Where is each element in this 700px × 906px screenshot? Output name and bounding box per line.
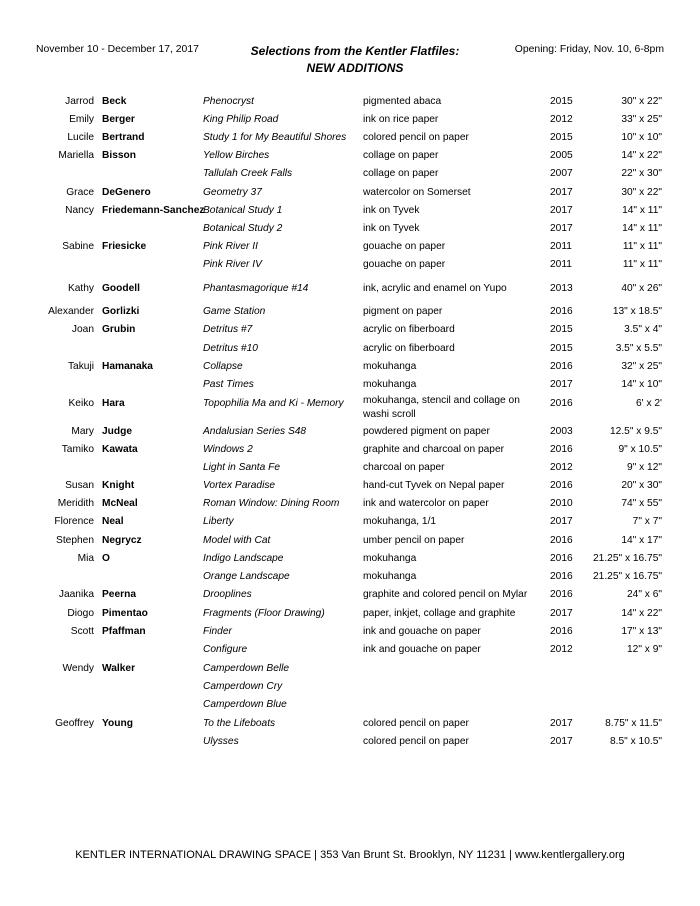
artwork-size: 11" x 11": [622, 259, 662, 270]
artwork-size: 8.75" x 11.5": [605, 718, 662, 729]
artwork-title: Pink River II: [203, 241, 258, 252]
artwork-year: 2016: [550, 398, 573, 409]
artist-first-name: Geoffrey: [55, 718, 94, 729]
artwork-size: 10" x 10": [621, 132, 662, 143]
artwork-medium: colored pencil on paper: [363, 132, 469, 143]
artwork-title: Light in Santa Fe: [203, 462, 281, 473]
artist-last-name: Goodell: [102, 283, 140, 294]
artist-last-name: Young: [102, 718, 133, 729]
title-line-1: Selections from the Kentler Flatfiles:: [250, 44, 460, 58]
artwork-medium: ink and watercolor on paper: [363, 498, 489, 509]
artist-first-name: Joan: [71, 324, 94, 335]
artwork-medium: colored pencil on paper: [363, 718, 469, 729]
artwork-medium: graphite and colored pencil on Mylar: [363, 589, 528, 600]
artwork-medium: gouache on paper: [363, 259, 446, 270]
artist-last-name: Berger: [102, 114, 135, 125]
artwork-medium: powdered pigment on paper: [363, 426, 490, 437]
artist-first-name: Tamiko: [61, 444, 94, 455]
artwork-medium: mokuhanga, 1/1: [363, 516, 437, 527]
artwork-medium: acrylic on fiberboard: [363, 324, 455, 335]
artist-first-name: Meridith: [57, 498, 94, 509]
artwork-title: Study 1 for My Beautiful Shores: [203, 132, 347, 143]
artwork-title: Configure: [203, 644, 248, 655]
artwork-size: 14" x 10": [621, 379, 662, 390]
artist-last-name: Peerna: [102, 589, 136, 600]
artwork-size: 14" x 17": [621, 535, 662, 546]
artwork-medium: charcoal on paper: [363, 462, 445, 473]
artwork-year: 2011: [550, 241, 572, 252]
artwork-year: 2016: [550, 306, 573, 317]
artwork-year: 2016: [550, 571, 573, 582]
artist-first-name: Takuji: [67, 361, 94, 372]
artist-first-name: Sabine: [62, 241, 94, 252]
artwork-size: 24" x 6": [627, 589, 662, 600]
artwork-size: 21.25" x 16.75": [593, 553, 662, 564]
artist-first-name: Lucile: [67, 132, 94, 143]
artwork-title: Detritus #7: [203, 324, 253, 335]
artwork-year: 2005: [550, 150, 573, 161]
artist-first-name: Jaanika: [58, 589, 94, 600]
artwork-medium: hand-cut Tyvek on Nepal paper: [363, 480, 505, 491]
artwork-size: 14" x 22": [621, 150, 662, 161]
artwork-medium: ink on Tyvek: [363, 223, 420, 234]
artist-first-name: Florence: [54, 516, 94, 527]
artwork-size: 11" x 11": [622, 241, 662, 252]
artwork-year: 2016: [550, 535, 573, 546]
artwork-size: 7" x 7": [632, 516, 662, 527]
artwork-medium: pigment on paper: [363, 306, 443, 317]
artwork-size: 32" x 25": [621, 361, 662, 372]
artwork-size: 30" x 22": [621, 96, 662, 107]
artwork-year: 2015: [550, 132, 573, 143]
artist-last-name: Hara: [102, 398, 125, 409]
artwork-size: 9" x 12": [627, 462, 662, 473]
artwork-size: 17" x 13": [621, 626, 662, 637]
artwork-year: 2016: [550, 589, 573, 600]
artwork-title: Roman Window: Dining Room: [203, 498, 340, 509]
artwork-title: Yellow Birches: [203, 150, 270, 161]
artist-first-name: Diogo: [67, 608, 94, 619]
artwork-medium: mokuhanga: [363, 379, 417, 390]
artwork-medium: collage on paper: [363, 150, 439, 161]
artwork-year: 2015: [550, 343, 573, 354]
artwork-year: 2017: [550, 187, 573, 198]
opening-info: Opening: Friday, Nov. 10, 6-8pm: [514, 44, 664, 55]
artwork-medium: ink on rice paper: [363, 114, 439, 125]
artwork-medium: collage on paper: [363, 168, 439, 179]
artwork-size: 30" x 22": [621, 187, 662, 198]
artwork-year: 2017: [550, 718, 573, 729]
artist-first-name: Jarrod: [65, 96, 94, 107]
artwork-size: 33" x 25": [621, 114, 662, 125]
artwork-year: 2015: [550, 324, 573, 335]
artwork-title: Finder: [203, 626, 232, 637]
artwork-year: 2016: [550, 553, 573, 564]
artwork-title: Phenocryst: [203, 96, 254, 107]
artist-last-name: Negrycz: [102, 535, 142, 546]
artwork-year: 2017: [550, 516, 573, 527]
artwork-title: Botanical Study 1: [203, 205, 283, 216]
artist-first-name: Emily: [69, 114, 94, 125]
artist-first-name: Stephen: [56, 535, 94, 546]
artwork-year: 2016: [550, 480, 573, 491]
artwork-title: Phantasmagorique #14: [203, 283, 309, 294]
artist-last-name: Bisson: [102, 150, 136, 161]
artist-last-name: Beck: [102, 96, 127, 107]
artwork-medium: watercolor on Somerset: [363, 187, 471, 198]
artist-first-name: Mia: [77, 553, 94, 564]
artist-last-name: Pimentao: [102, 608, 148, 619]
artwork-title: Drooplines: [203, 589, 252, 600]
artist-last-name: Walker: [102, 663, 136, 674]
artwork-medium: mokuhanga: [363, 553, 417, 564]
artwork-title: Fragments (Floor Drawing): [203, 608, 325, 619]
artwork-year: 2016: [550, 361, 573, 372]
artist-last-name: Pfaffman: [102, 626, 146, 637]
artwork-title: King Philip Road: [203, 114, 279, 125]
artist-last-name: Friesicke: [102, 241, 147, 252]
artwork-title: Camperdown Blue: [203, 699, 287, 710]
artwork-year: 2013: [550, 283, 573, 294]
artwork-year: 2015: [550, 96, 573, 107]
artist-last-name: Friedemann-Sanchez: [102, 205, 205, 216]
artwork-title: Pink River IV: [203, 259, 262, 270]
artwork-year: 2016: [550, 626, 573, 637]
artwork-title: Model with Cat: [203, 535, 271, 546]
artwork-medium: acrylic on fiberboard: [363, 343, 455, 354]
artwork-title: Andalusian Series S48: [203, 426, 307, 437]
artwork-title: Topophilia Ma and Ki - Memory: [203, 398, 344, 409]
artist-first-name: Alexander: [48, 306, 94, 317]
artwork-size: 74" x 55": [621, 498, 662, 509]
artwork-medium: colored pencil on paper: [363, 736, 469, 747]
artist-last-name: Knight: [102, 480, 135, 491]
artwork-year: 2010: [550, 498, 573, 509]
artwork-title: Botanical Study 2: [203, 223, 283, 234]
artwork-title: Game Station: [203, 306, 266, 317]
artist-last-name: DeGenero: [102, 187, 151, 198]
artwork-size: 21.25" x 16.75": [593, 571, 662, 582]
artwork-size: 14" x 11": [622, 223, 662, 234]
artist-first-name: Grace: [66, 187, 94, 198]
artwork-year: 2017: [550, 736, 573, 747]
artwork-title: Orange Landscape: [203, 571, 290, 582]
artist-last-name: Gorlizki: [102, 306, 140, 317]
artwork-size: 14" x 11": [622, 205, 662, 216]
artwork-medium: ink on Tyvek: [363, 205, 420, 216]
artwork-title: To the Lifeboats: [203, 718, 276, 729]
artist-first-name: Mary: [71, 426, 94, 437]
artwork-year: 2017: [550, 205, 573, 216]
artwork-medium: umber pencil on paper: [363, 535, 465, 546]
artwork-size: 12" x 9": [627, 644, 662, 655]
artwork-size: 40" x 26": [621, 283, 662, 294]
artwork-medium: ink, acrylic and enamel on Yupo: [363, 283, 507, 294]
artist-first-name: Keiko: [68, 398, 94, 409]
artwork-size: 6' x 2': [636, 398, 662, 409]
artist-first-name: Nancy: [65, 205, 94, 216]
artist-last-name: O: [102, 553, 110, 564]
artwork-medium: pigmented abaca: [363, 96, 442, 107]
artist-last-name: McNeal: [102, 498, 138, 509]
artist-last-name: Bertrand: [102, 132, 145, 143]
artwork-size: 20" x 30": [621, 480, 662, 491]
exhibition-dates: November 10 - December 17, 2017: [36, 44, 199, 55]
artwork-title: Detritus #10: [203, 343, 258, 354]
artwork-size: 8.5" x 10.5": [610, 736, 662, 747]
artwork-title: Liberty: [203, 516, 234, 527]
artwork-medium: mokuhanga, stencil and collage on washi scroll: [363, 395, 520, 420]
artist-last-name: Hamanaka: [102, 361, 153, 372]
artwork-medium: mokuhanga: [363, 571, 417, 582]
artwork-year: 2017: [550, 223, 573, 234]
artwork-year: 2017: [550, 379, 573, 390]
artist-first-name: Kathy: [67, 283, 94, 294]
artwork-year: 2003: [550, 426, 573, 437]
artwork-title: Past Times: [203, 379, 254, 390]
artwork-year: 2012: [550, 114, 573, 125]
artist-first-name: Scott: [70, 626, 94, 637]
artwork-size: 3.5" x 5.5": [615, 343, 662, 354]
artwork-year: 2017: [550, 608, 573, 619]
artwork-title: Vortex Paradise: [203, 480, 276, 491]
artwork-size: 22" x 30": [621, 168, 662, 179]
title-line-2: NEW ADDITIONS: [306, 61, 404, 75]
artwork-medium: ink and gouache on paper: [363, 626, 481, 637]
artwork-medium: ink and gouache on paper: [363, 644, 481, 655]
artwork-title: Ulysses: [203, 736, 239, 747]
artwork-title: Windows 2: [203, 444, 253, 455]
artist-first-name: Susan: [65, 480, 94, 491]
artwork-title: Camperdown Cry: [203, 681, 283, 692]
artist-first-name: Mariella: [58, 150, 94, 161]
artwork-title: Camperdown Belle: [203, 663, 290, 674]
artist-last-name: Grubin: [102, 324, 136, 335]
artwork-size: 14" x 22": [621, 608, 662, 619]
artwork-medium: gouache on paper: [363, 241, 446, 252]
artist-first-name: Wendy: [62, 663, 94, 674]
artwork-year: 2016: [550, 444, 573, 455]
artist-last-name: Kawata: [102, 444, 138, 455]
artwork-title: Indigo Landscape: [203, 553, 284, 564]
artwork-medium: paper, inkjet, collage and graphite: [363, 608, 516, 619]
artist-last-name: Neal: [102, 516, 124, 527]
footer: KENTLER INTERNATIONAL DRAWING SPACE | 353 Van Brunt St. Brooklyn, NY 11231 | www.kentlergallery.org: [75, 849, 625, 861]
artwork-title: Tallulah Creek Falls: [203, 168, 293, 179]
artwork-size: 12.5" x 9.5": [610, 426, 662, 437]
artist-last-name: Judge: [102, 426, 133, 437]
artwork-title: Collapse: [203, 361, 243, 372]
artwork-year: 2012: [550, 644, 573, 655]
artwork-size: 3.5" x 4": [624, 324, 662, 335]
artwork-size: 13" x 18.5": [612, 306, 662, 317]
artwork-size: 9" x 10.5": [618, 444, 662, 455]
artwork-medium: graphite and charcoal on paper: [363, 444, 505, 455]
artwork-medium: mokuhanga: [363, 361, 417, 372]
artwork-title: Geometry 37: [203, 187, 262, 198]
artwork-year: 2012: [550, 462, 573, 473]
artwork-year: 2011: [550, 259, 572, 270]
artwork-year: 2007: [550, 168, 573, 179]
